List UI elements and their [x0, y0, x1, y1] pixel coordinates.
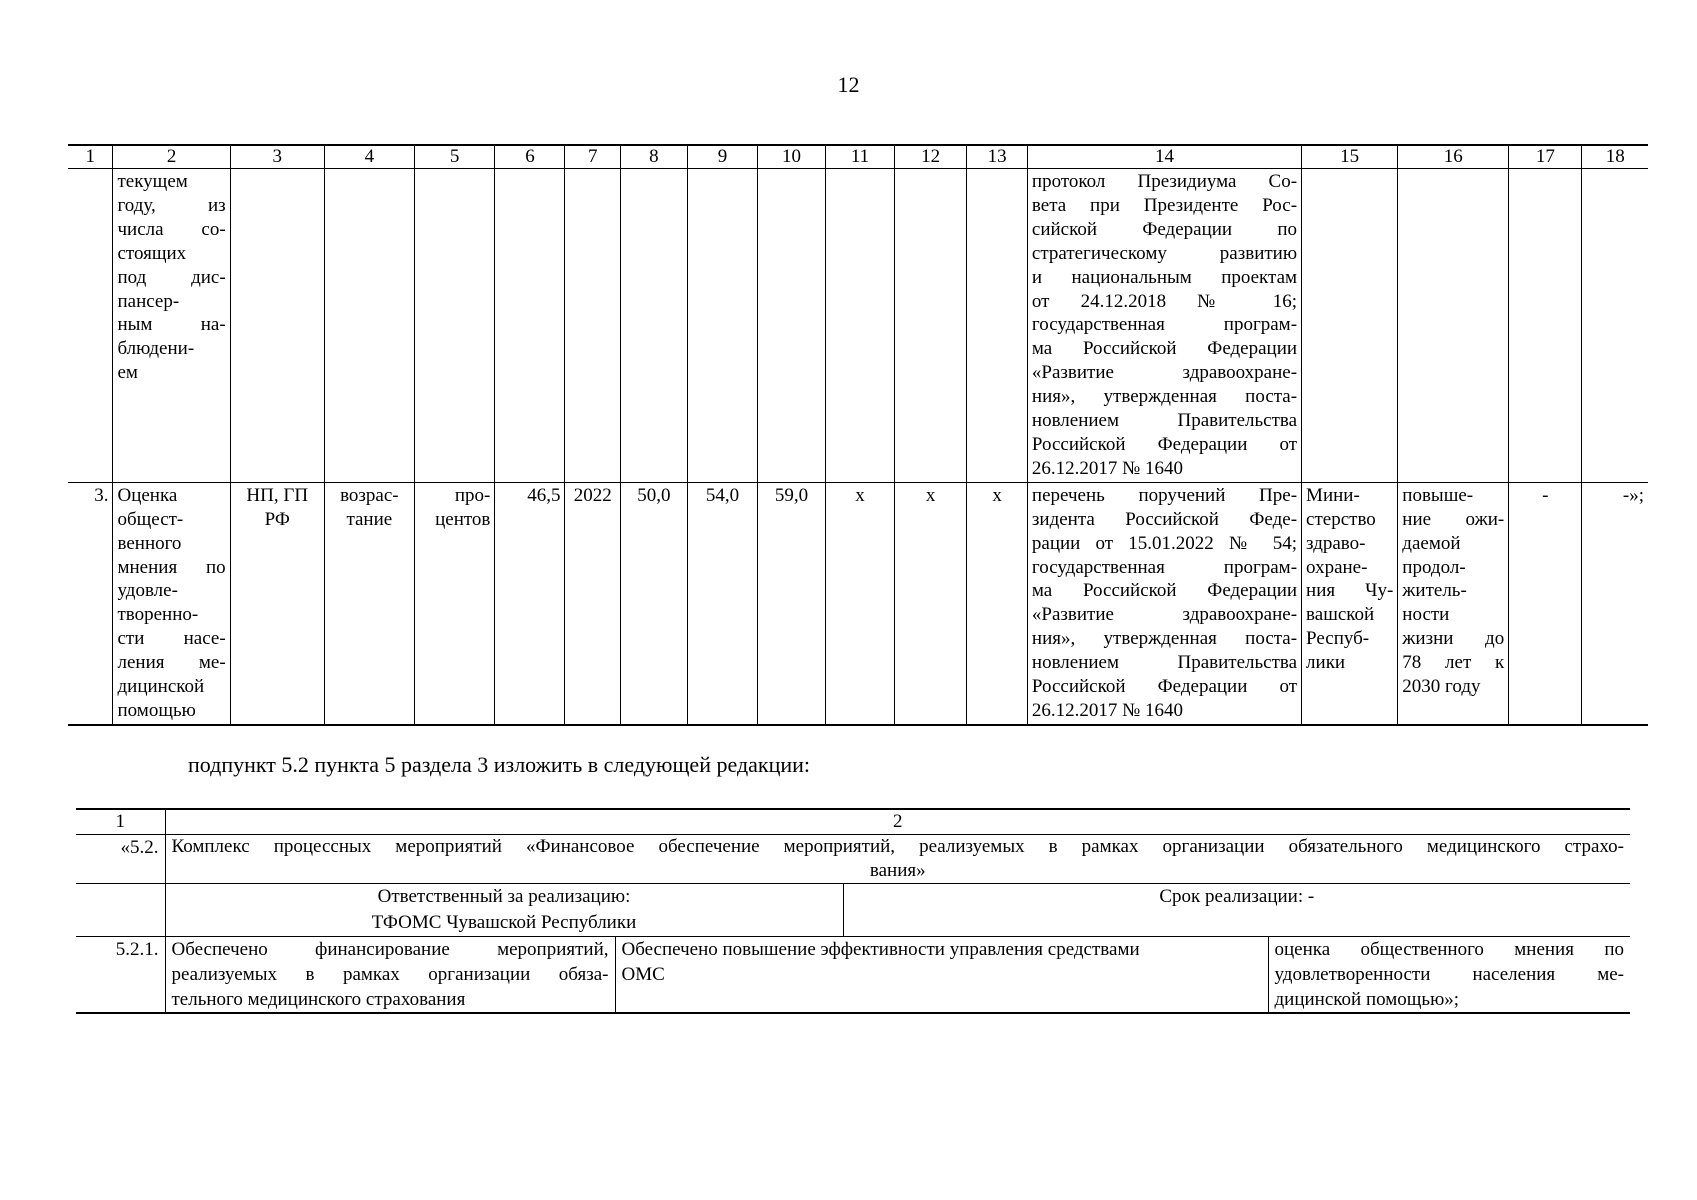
complex-title-line: Комплекс процессных мероприятий «Финансовое обеспечение мероприятий, реализуемых в рамках организации обязательного медицинского страхо- — [171, 836, 1624, 857]
cell-complex-title — [165, 835, 1630, 884]
cell-line: Оценка — [117, 484, 178, 506]
cell-link-goal — [1398, 482, 1509, 725]
cell-line: житель- — [1402, 580, 1467, 602]
cell-task — [165, 937, 615, 1014]
cell-line: ма Российской Федерации — [1031, 580, 1298, 602]
cell-line: ОМС — [621, 964, 665, 985]
cell-line: от 24.12.2018 № 16; — [1031, 290, 1298, 312]
cell-documents — [1027, 482, 1301, 725]
deadline-text: Срок реализации: - — [1159, 886, 1315, 907]
column-number: 14 — [1027, 145, 1301, 169]
table-row-3 — [68, 482, 1648, 725]
cell-line: дицинской — [117, 676, 205, 698]
cell-line: Мини- — [1306, 484, 1360, 506]
cell-line: текущем — [117, 171, 188, 192]
cell-line: жизни до — [1402, 628, 1505, 650]
cell-line: РФ — [264, 508, 290, 530]
column-number: 6 — [495, 145, 565, 169]
cell-line: стоящих — [117, 242, 187, 264]
cell-value-13: х — [967, 482, 1028, 725]
cell-line: сти насе- — [117, 628, 226, 650]
cell-line: Респуб- — [1306, 628, 1370, 650]
cell-value-12: х — [895, 482, 967, 725]
cell-line: и национальным проектам — [1031, 266, 1298, 288]
cell-indicator-level — [230, 482, 324, 725]
cell-line: ления ме- — [117, 652, 226, 674]
cell-base-year: 2022 — [565, 482, 620, 725]
cell-line: вашской — [1306, 604, 1375, 626]
cell-line: ем — [117, 362, 138, 384]
cell-line: Российской Федерации от — [1031, 433, 1298, 455]
cell-line: государственная програм- — [1031, 556, 1298, 578]
cell-num — [68, 169, 113, 483]
cell-line: 26.12.2017 № 1640 — [1031, 699, 1184, 721]
table-row-5-2 — [76, 835, 1630, 884]
cell-responsible — [165, 884, 843, 937]
cell-line: новлением Правительства — [1031, 410, 1298, 432]
cell-line: возрас- — [340, 484, 399, 506]
column-number: 1 — [76, 809, 165, 835]
cell-line: здраво- — [1306, 532, 1366, 554]
cell-value-9: 54,0 — [687, 482, 757, 725]
cell-value-10: 59,0 — [757, 482, 825, 725]
table-row-responsible — [76, 884, 1630, 937]
cell-line: про- — [454, 484, 491, 506]
column-number: 2 — [113, 145, 230, 169]
page-number: 12 — [837, 72, 860, 97]
cell-indicator-link — [1268, 937, 1630, 1014]
cell-line: перечень поручений Пре- — [1031, 484, 1298, 506]
cell-num: 3. — [68, 482, 113, 725]
cell-line: рации от 15.01.2022 № 54; — [1031, 532, 1298, 554]
cell-line: удовлетворенности населения ме- — [1274, 964, 1624, 985]
cell-line: помощью — [117, 699, 196, 721]
responsible-value: ТФОМС Чувашской Республики — [371, 912, 637, 933]
cell-line: ным на- — [117, 314, 226, 336]
cell-line: 26.12.2017 № 1640 — [1031, 457, 1184, 479]
cell-line: протокол Президиума Со- — [1031, 171, 1298, 192]
responsible-label: Ответственный за реализацию: — [377, 886, 631, 907]
cell-indicator-name — [113, 482, 230, 725]
cell-line: ности — [1402, 604, 1450, 626]
cell-line: лики — [1306, 652, 1346, 674]
cell-line: центов — [435, 508, 491, 530]
cell-num: 5.2.1. — [76, 937, 165, 1014]
cell-line: охране- — [1306, 556, 1368, 578]
cell-line: ния Чу- — [1306, 580, 1394, 602]
cell-value-8: 50,0 — [620, 482, 687, 725]
cell-line: «Развитие здравоохране- — [1031, 604, 1298, 626]
cell-line: продол- — [1402, 556, 1466, 578]
cell-line: удовле- — [117, 580, 178, 602]
cell-line: новлением Правительства — [1031, 652, 1298, 674]
column-number: 7 — [565, 145, 620, 169]
cell-col-17: - — [1509, 482, 1582, 725]
cell-line: вета при Президенте Рос- — [1031, 194, 1298, 216]
cell-documents — [1027, 169, 1301, 483]
cell-num: «5.2. — [76, 835, 165, 884]
cell-line: оценка общественного мнения по — [1274, 939, 1624, 960]
column-number: 16 — [1398, 145, 1509, 169]
table-row-5-2-1 — [76, 937, 1630, 1014]
cell-indicator-name — [113, 169, 230, 483]
column-number: 18 — [1582, 145, 1648, 169]
cell-line: 78 лет к — [1402, 652, 1505, 674]
cell-dynamics — [324, 482, 414, 725]
column-number: 10 — [757, 145, 825, 169]
indicators-table — [68, 144, 1648, 726]
cell-responsible — [1302, 482, 1398, 725]
cell-line: венного — [117, 532, 182, 554]
cell-line: мнения по — [117, 556, 226, 578]
cell-line: Российской Федерации от — [1031, 676, 1298, 698]
cell-line: общест- — [117, 508, 184, 530]
cell-line: зидента Российской Феде- — [1031, 508, 1298, 530]
cell-base-value: 46,5 — [495, 482, 565, 725]
column-number: 2 — [165, 809, 1630, 835]
cell-line: НП, ГП — [246, 484, 309, 506]
cell-line: Обеспечено повышение эффективности управления средствами — [621, 939, 1140, 960]
column-number: 9 — [687, 145, 757, 169]
cell-line: ние ожи- — [1402, 508, 1505, 530]
cell-line: блюдени- — [117, 338, 195, 360]
cell-unit — [414, 482, 495, 725]
cell-line: под дис- — [117, 266, 226, 288]
cell-line: числа со- — [117, 218, 226, 240]
cell-line: творенно- — [117, 604, 199, 626]
cell-line: ния», утвержденная поста- — [1031, 628, 1298, 650]
cell-line: пансер- — [117, 290, 180, 312]
table-header-row — [68, 145, 1648, 169]
cell-deadline — [843, 884, 1630, 937]
cell-line: реализуемых в рамках организации обяза- — [171, 964, 609, 985]
column-number: 13 — [967, 145, 1028, 169]
cell-line: 2030 году — [1402, 676, 1481, 698]
column-number: 5 — [414, 145, 495, 169]
column-number: 1 — [68, 145, 113, 169]
column-number: 8 — [620, 145, 687, 169]
cell-value-11: х — [825, 482, 894, 725]
table-header-row — [76, 809, 1630, 835]
cell-line: ния», утвержденная поста- — [1031, 386, 1298, 408]
cell-line: даемой — [1402, 532, 1461, 554]
cell-line: «Развитие здравоохране- — [1031, 362, 1298, 384]
cell-line: тание — [346, 508, 393, 530]
cell-line: сийской Федерации по — [1031, 218, 1298, 240]
cell-line: тельного медицинского страхования — [171, 989, 466, 1010]
column-number: 12 — [895, 145, 967, 169]
tasks-table — [76, 808, 1630, 1014]
cell-line: ма Российской Федерации — [1031, 338, 1298, 360]
cell-line: стерство — [1306, 508, 1376, 530]
instruction-text: подпункт 5.2 пункта 5 раздела 3 изложить в следующей редакции: — [188, 752, 811, 777]
column-number: 11 — [825, 145, 894, 169]
cell-line: Обеспечено финансирование мероприятий, — [171, 939, 609, 960]
column-number: 3 — [230, 145, 324, 169]
column-number: 17 — [1509, 145, 1582, 169]
cell-line: году, из — [117, 194, 226, 216]
cell-line: стратегическому развитию — [1031, 242, 1298, 264]
column-number: 4 — [324, 145, 414, 169]
cell-line: государственная програм- — [1031, 314, 1298, 336]
complex-title-line: вания» — [869, 860, 926, 881]
cell-line: повыше- — [1402, 484, 1474, 506]
cell-line: дицинской помощью»; — [1274, 989, 1460, 1010]
table-row-continued — [68, 169, 1648, 483]
cell-effect — [615, 937, 1268, 1014]
column-number: 15 — [1302, 145, 1398, 169]
cell-col-18: -»; — [1582, 482, 1648, 725]
